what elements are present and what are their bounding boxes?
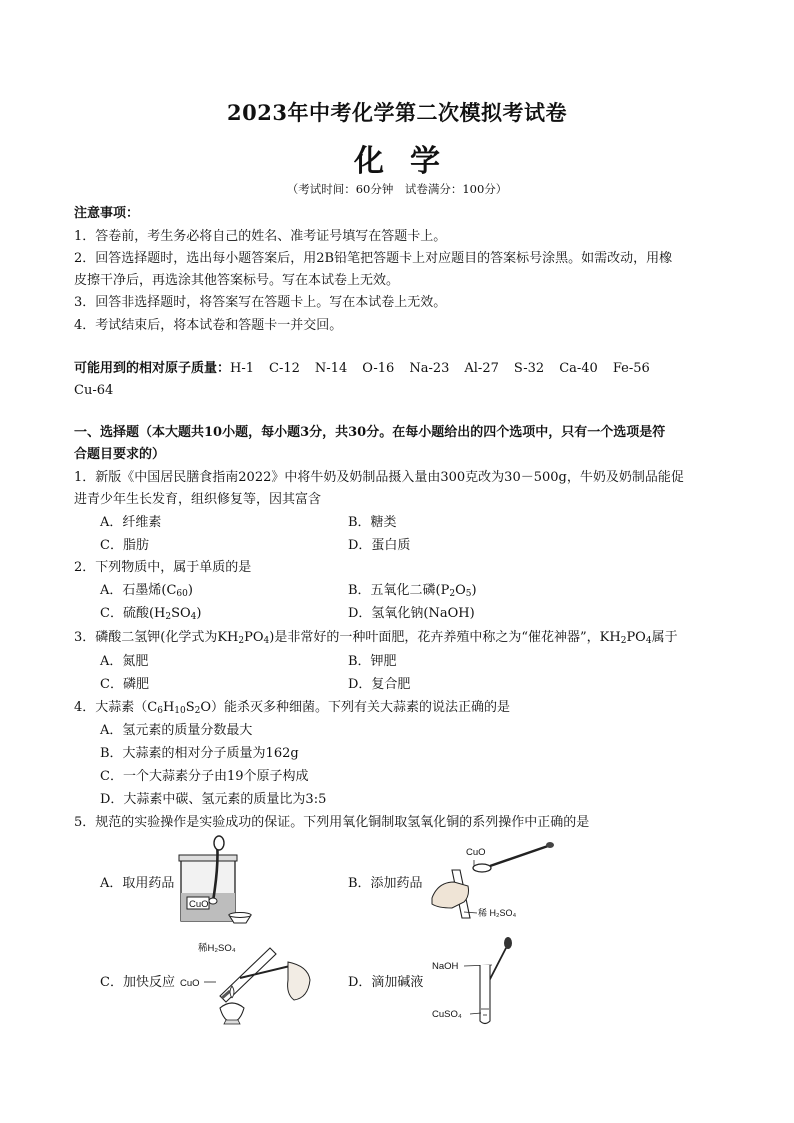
figure-d-add-alkali	[430, 935, 540, 1027]
figure-b-cuo-label: CuO	[466, 847, 486, 858]
atomic-mass: Na-23	[409, 361, 450, 376]
q5-option-a: A．取用药品	[100, 876, 175, 891]
figure-b-add-reagent	[430, 838, 560, 924]
q4-option-d: D．大蒜素中碳、氢元素的质量比为3:5	[100, 792, 327, 807]
exam-info: （考试时间：60分钟 试卷满分：100分）	[286, 182, 508, 196]
q1-option-a: A．纤维素	[100, 515, 162, 530]
atomic-mass-overflow: Cu-64	[74, 383, 114, 398]
q3-option-a: A．氮肥	[100, 654, 149, 669]
note-item-2: 2．回答选择题时，选出每小题答案后，用2B铅笔把答题卡上对应题目的答案标号涂黑。如需改动，用橡	[74, 251, 673, 266]
q3-option-c: C．磷肥	[100, 677, 149, 692]
q3-stem: 3．磷酸二氢钾(化学式为$KH_2PO_4$)是非常好的一种叶面肥，花卉养殖中称之为“催花神器”，$KH_2PO_4$属于	[74, 630, 678, 646]
atomic-masses	[74, 358, 665, 380]
q3-option-d: D．复合肥	[348, 677, 411, 692]
q5-option-d: D．滴加碱液	[348, 975, 424, 990]
atomic-mass: C-12	[269, 361, 300, 376]
q1-stem: 1．新版《中国居民膳食指南2022》中将牛奶及奶制品摄入量由300克改为30－500g，牛奶及奶制品能促	[74, 470, 684, 485]
q5-stem: 5．规范的实验操作是实验成功的保证。下列用氧化铜制取氢氧化铜的系列操作中正确的是	[74, 815, 590, 830]
figure-c-cuo-label: CuO	[180, 978, 200, 989]
q2-stem: 2．下列物质中，属于单质的是	[74, 560, 252, 575]
q4-option-b: B．大蒜素的相对分子质量为162g	[100, 746, 299, 761]
q4-stem: 4．大蒜素$(C_6H_{10}S_2O)$能杀灭多种细菌。下列有关大蒜素的说法正确的是	[74, 700, 511, 716]
note-item-3: 3．回答非选择题时，将答案写在答题卡上。写在本试卷上无效。	[74, 295, 447, 310]
q2-option-a: A．石墨烯$(C_{60})$	[100, 583, 193, 599]
atomic-mass: H-1	[230, 361, 255, 376]
q5-option-b: B．添加药品	[348, 876, 423, 891]
note-item-2-cont: 皮擦干净后，再选涂其他答案标号。写在本试卷上无效。	[74, 273, 400, 288]
q1-option-b: B．糖类	[348, 515, 397, 530]
notes-heading: 注意事项：	[74, 206, 140, 221]
figure-c-heating	[180, 936, 320, 1026]
atomic-mass: Ca-40	[559, 361, 598, 376]
q4-option-c: C．一个大蒜素分子由19个原子构成	[100, 769, 309, 784]
figure-d-cuso4-label: CuSO₄	[432, 1009, 462, 1020]
q1-option-c: C．脂肪	[100, 538, 149, 553]
q2-option-d: D．氢氧化钠(NaOH)	[348, 606, 475, 621]
q2-option-c: C．硫酸$(H_2SO_4)$	[100, 606, 202, 622]
q2-option-b: B．五氧化二磷$(P_2O_5)$	[348, 583, 477, 599]
note-item-1: 1．答卷前，考生务必将自己的姓名、准考证号填写在答题卡上。	[74, 229, 447, 244]
atomic-masses-label: 可能用到的相对原子质量：	[74, 361, 231, 376]
atomic-mass: Fe-56	[612, 361, 650, 376]
atomic-mass: Al-27	[464, 361, 499, 376]
atomic-mass: O-16	[362, 361, 395, 376]
figure-b-acid-label: 稀 H₂SO₄	[478, 908, 517, 918]
figure-a-cuo-label: CuO	[189, 899, 209, 910]
figure-d-naoh-label: NaOH	[432, 961, 459, 972]
section-heading-cont: 合题目要求的）	[74, 447, 166, 462]
figure-c-acid-label: 稀H₂SO₄	[198, 943, 236, 954]
figure-a-take-reagent	[175, 835, 255, 927]
subject-title: 化学	[354, 144, 466, 179]
q1-stem-cont: 进青少年生长发育，组织修复等，因其富含	[74, 492, 322, 507]
q1-option-d: D．蛋白质	[348, 538, 411, 553]
q3-option-b: B．钾肥	[348, 654, 397, 669]
atomic-mass: N-14	[314, 361, 348, 376]
atomic-mass: S-32	[513, 361, 545, 376]
note-item-4: 4．考试结束后，将本试卷和答题卡一并交回。	[74, 318, 343, 333]
section-heading: 一、选择题（本大题共10小题，每小题3分，共30分。在每小题给出的四个选项中，只有一个选项是符	[74, 425, 666, 440]
q5-option-c: C．加快反应	[100, 975, 175, 990]
exam-title: 2023年中考化学第二次模拟考试卷	[227, 100, 567, 125]
q4-option-a: A．氢元素的质量分数最大	[100, 723, 253, 738]
